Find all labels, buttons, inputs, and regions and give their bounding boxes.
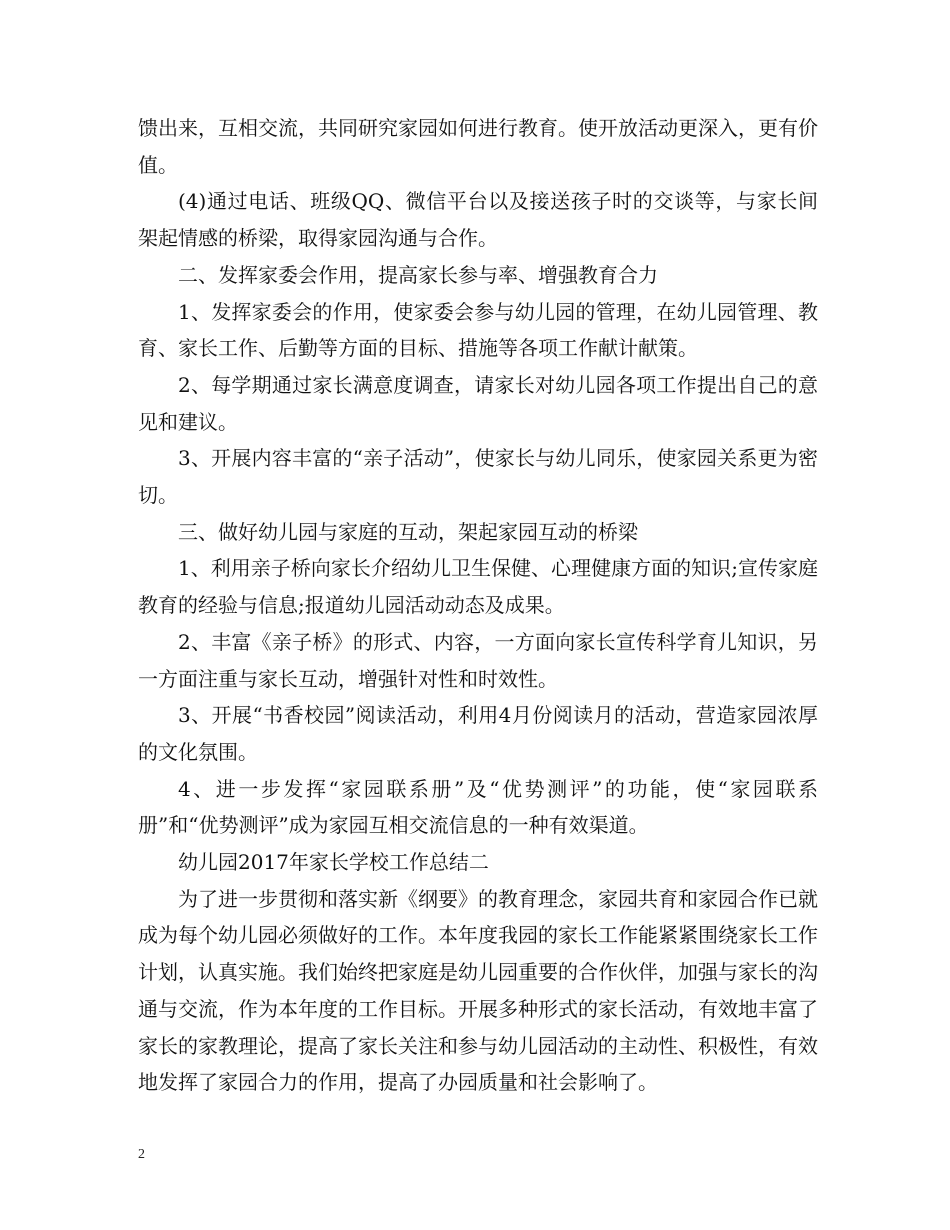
paragraph: 4、进一步发挥“家园联系册”及“优势测评”的功能，使“家园联系册”和“优势测评”成为家园互相交流信息的一种有效渠道。: [138, 776, 818, 838]
paragraph: 馈出来，互相交流，共同研究家园如何进行教育。使开放活动更深入，更有价值。: [138, 116, 818, 177]
paragraph: 幼儿园2017年家长学校工作总结二: [178, 850, 489, 875]
paragraph: 3、开展内容丰富的“亲子活动”，使家长与幼儿同乐，使家园关系更为密切。: [138, 446, 818, 508]
paragraph: 二、发挥家委会作用，提高家长参与率、增强教育合力: [178, 262, 658, 287]
paragraph: 1、利用亲子桥向家长介绍幼儿卫生保健、心理健康方面的知识;宣传家庭教育的经验与信息;报道幼儿园活动动态及成果。: [138, 556, 818, 618]
paragraph: 2、每学期通过家长满意度调查，请家长对幼儿园各项工作提出自己的意见和建议。: [138, 372, 818, 434]
paragraph: 1、发挥家委会的作用，使家委会参与幼儿园的管理，在幼儿园管理、教育、家长工作、后勤等方面的目标、措施等各项工作献计献策。: [138, 299, 818, 361]
paragraph: 为了进一步贯彻和落实新《纲要》的教育理念，家园共育和家园合作已就成为每个幼儿园必须做好的工作。本年度我园的家长工作能紧紧围绕家长工作计划，认真实施。我们始终把家庭是幼儿园重要的合作伙伴，加强与家长的沟通与交流，作为本年度的工作目标。开展多种形式的家长活动，有效地丰富了家长的家教理论，提高了家长关注和参与幼儿园活动的主动性、积极性，有效地发挥了家园合力的作用，提高了办园质量和社会影响了。: [138, 886, 818, 1095]
paragraph: (4)通过电话、班级QQ、微信平台以及接送孩子时的交谈等，与家长间架起情感的桥梁，取得家园沟通与合作。: [138, 189, 818, 251]
paragraph: 3、开展“书香校园”阅读活动，利用4月份阅读月的活动，营造家园浓厚的文化氛围。: [138, 703, 818, 764]
paragraph: 2、丰富《亲子桥》的形式、内容，一方面向家长宣传科学育儿知识，另一方面注重与家长互动，增强针对性和时效性。: [138, 629, 818, 691]
document-body: [138, 110, 818, 1101]
paragraph: 三、做好幼儿园与家庭的互动，架起家园互动的桥梁: [178, 519, 638, 544]
page-number: 2: [138, 1147, 145, 1162]
